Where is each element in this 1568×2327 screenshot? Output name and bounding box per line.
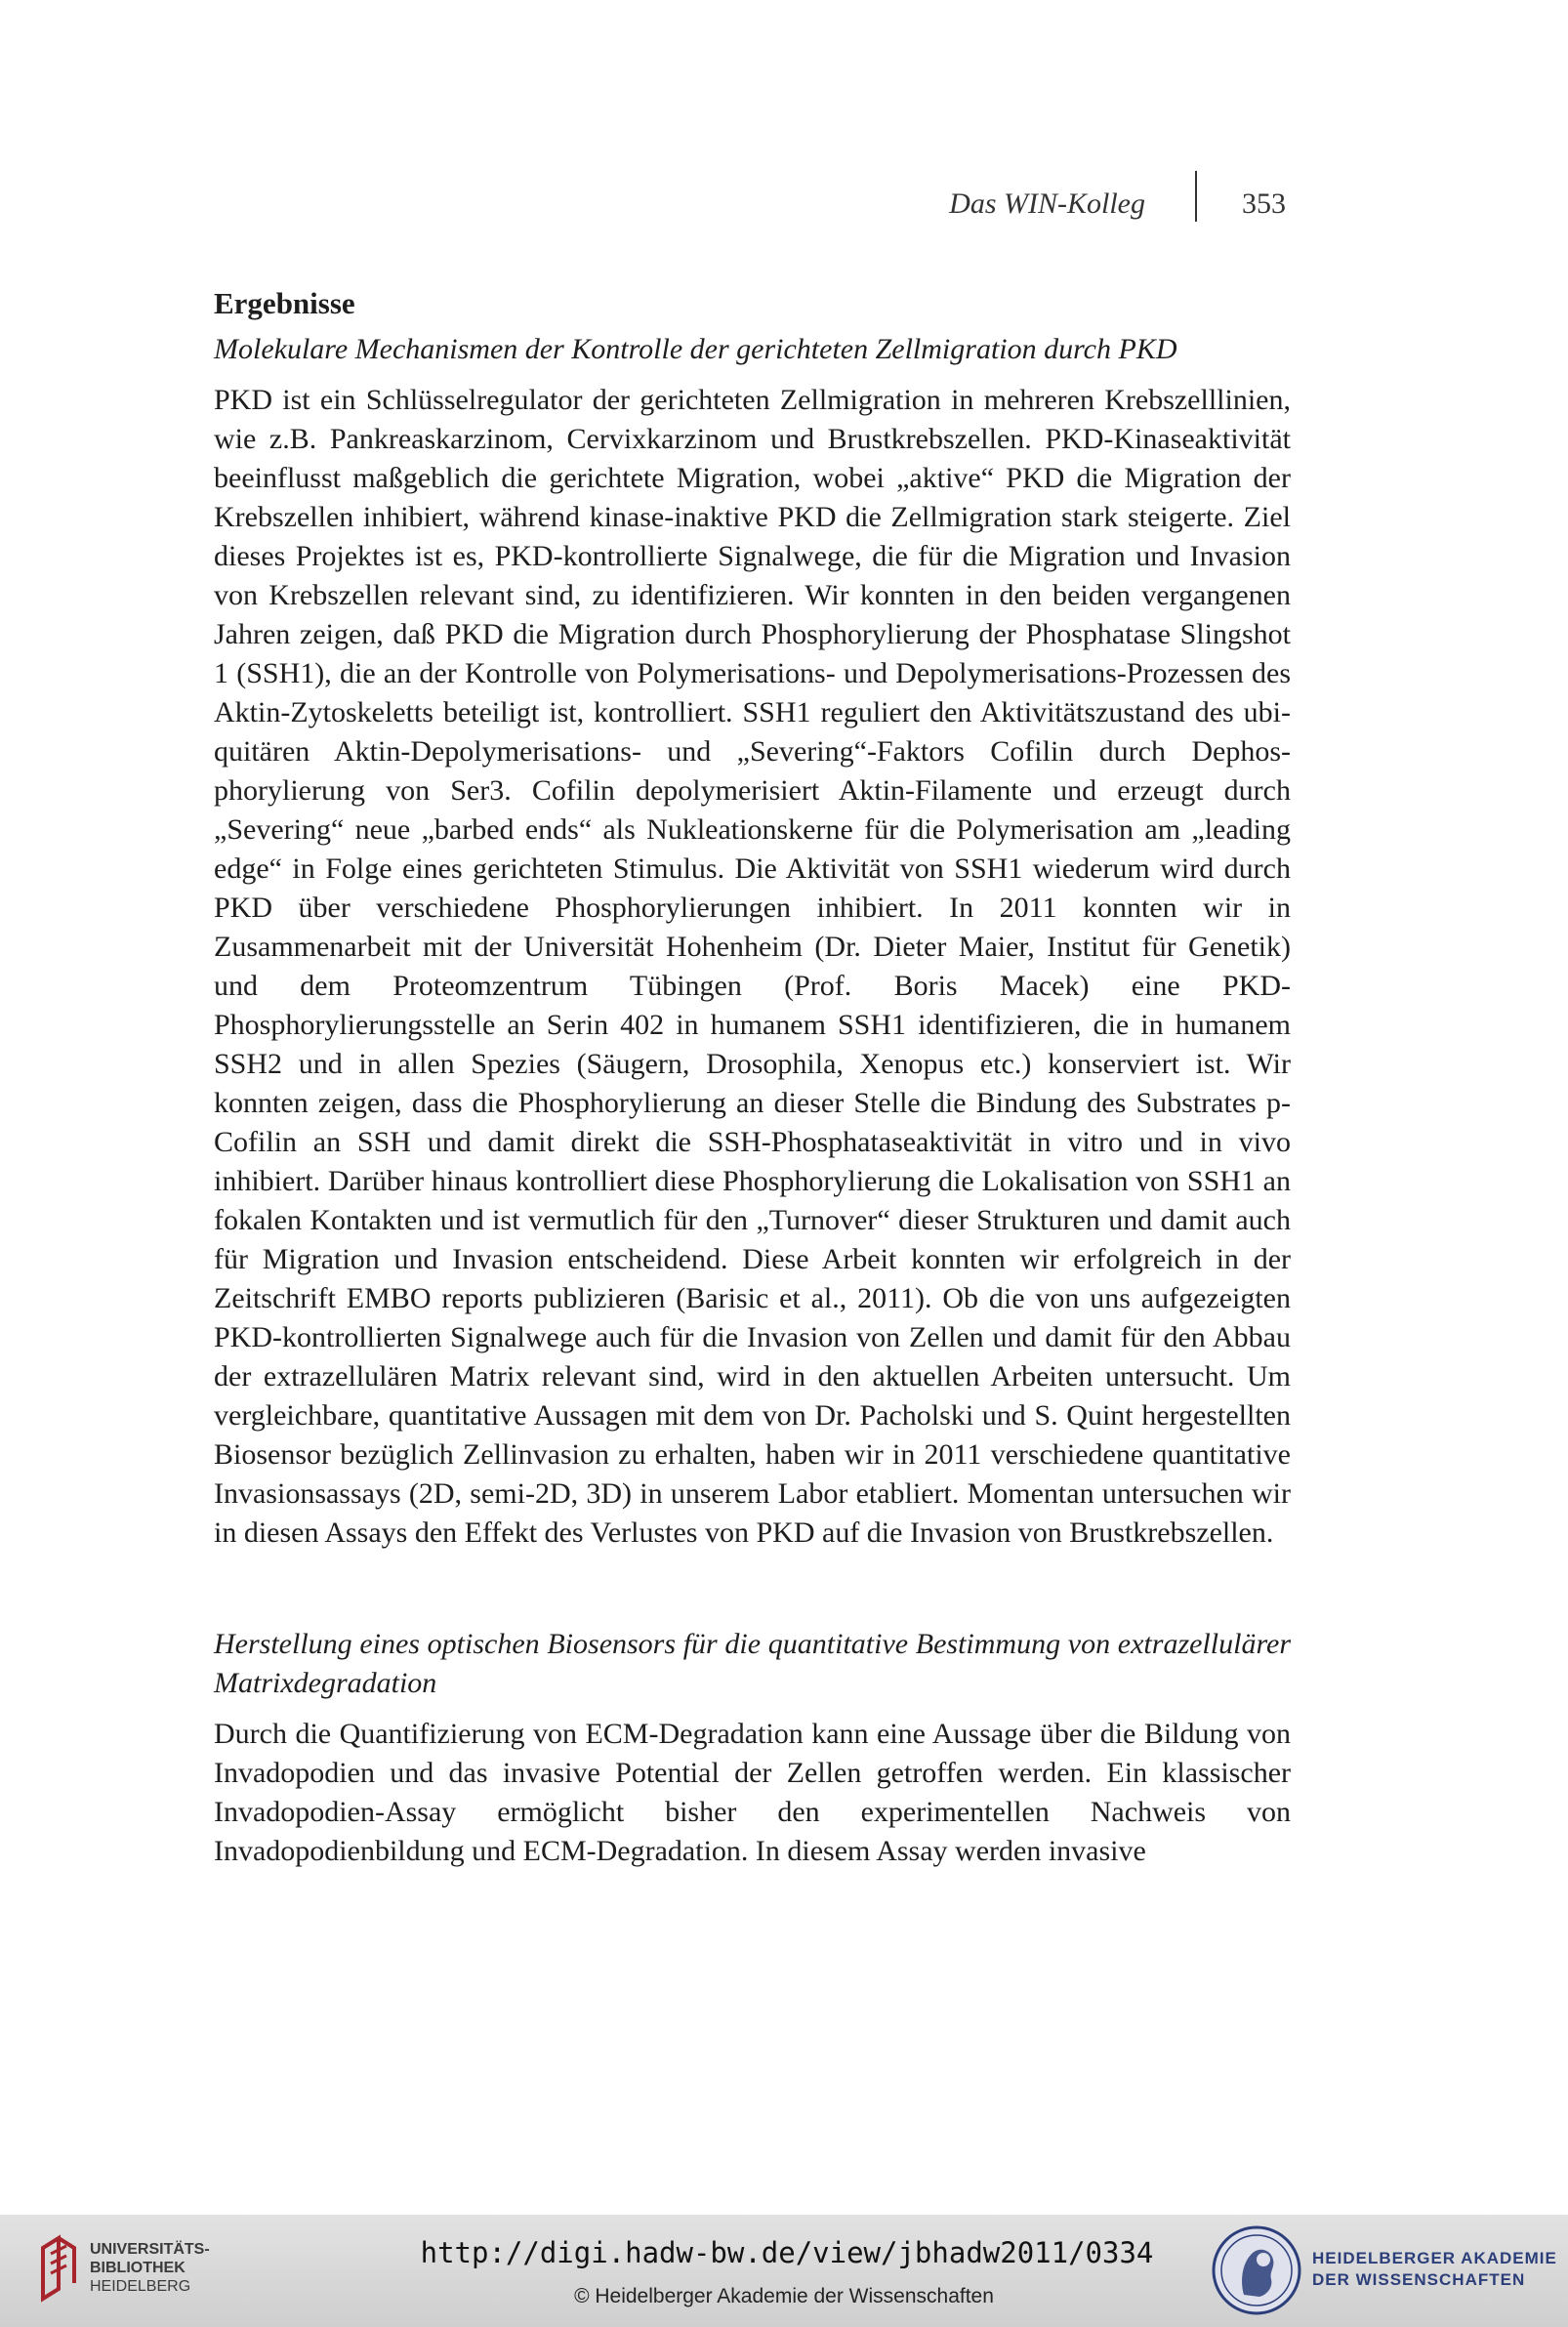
library-name-line-1: UNIVERSITÄTS- [90,2241,210,2258]
academy-seal-icon [1211,2224,1302,2316]
copyright-notice: © Heidelberger Akademie der Wissenschaften [574,2285,994,2307]
academy-name [1312,2248,1557,2291]
section-gap [214,1553,1291,1621]
permalink-text[interactable]: http://digi.hadw-bw.de/view/jbhadw2011/0334 [420,2236,1154,2269]
section-heading: Ergebnisse [214,286,355,320]
footer-bar [0,2215,1568,2327]
subheading-pkd-mechanisms: Molekulare Mechanismen der Kontrolle der gerichteten Zellmigration durch PKD [214,333,1177,365]
page-number: 353 [1242,187,1286,220]
header-divider [1195,171,1197,222]
text-column [214,281,1291,1871]
academy-name-line-2: DER WISSENSCHAFTEN [1312,2270,1526,2289]
library-name-line-3: HEIDELBERG [90,2278,191,2295]
academy-name-line-1: HEIDELBERGER AKADEMIE [1312,2249,1557,2267]
subheading-biosensor: Herstellung eines optischen Biosensors für die quantitative Bestimmung von extrazellulärer Matrixdegradation [214,1628,1291,1699]
paragraph-pkd-results: PKD ist ein Schlüsselregulator der gerichteten Zellmigration in mehreren Krebszelllinien, wie z.B. Pankreaskarzinom, Cervixkarzinom und Brustkrebszellen. PKD-Kinaseaktivität beeinflusst maßgeblich die gerichtete Migration, wobei „aktive“ PKD die Migration der Krebszellen inhibiert, während kinase-inaktive PKD die Zellmigration stark steigerte. Ziel dieses Projektes ist es, PKD-kontrollierte Signalwege, die für die Migration und Invasion von Krebszellen relevant sind, zu identifizieren. Wir konnten in den beiden vergangenen Jahren zeigen, daß PKD die Migration durch Phosphorylierung der Phosphatase Slingshot 1 (SSH1), die an der Kontrolle von Polymerisations- und Depolymerisations-Prozessen des Aktin-Zytoskeletts beteiligt ist, kontrolliert. SSH1 reguliert den Aktivitätszustand des ubiquitären Aktin-Depolymerisations- und „Severing“-Faktors Cofilin durch Dephosphorylierung von Ser3. Cofilin depolymerisiert Aktin-Filamente und erzeugt durch „Severing“ neue „barbed ends“ als Nukleationskerne für die Polymerisation am „leading edge“ in Folge eines gerichteten Stimulus. Die Aktivität von SSH1 wiederum wird durch PKD über verschiedene Phosphorylierungen inhibiert. In 2011 konnten wir in Zusammenarbeit mit der Universität Hohenheim (Dr. Dieter Maier, Institut für Genetik) und dem Proteomzentrum Tübingen (Prof. Boris Macek) eine PKD-Phosphorylierungsstelle an Serin 402 in humanem SSH1 identifizieren, die in humanem SSH2 und in allen Spezies (Säugern, Drosophila, Xenopus etc.) konserviert ist. Wir konnten zeigen, dass die Phosphorylierung an dieser Stelle die Bindung des Substrates p-Cofilin an SSH und damit direkt die SSH-Phosphataseaktivität in vitro und in vivo inhibiert. Darüber hinaus kontrolliert diese Phosphorylierung die Lokalisation von SSH1 an fokalen Kontakten und ist vermutlich für den „Turnover“ dieser Strukturen und damit auch für Migration und Invasion entscheidend. Diese Arbeit konnten wir erfolgreich in der Zeitschrift EMBO reports publizieren (Barisic et al., 2011). Ob die von uns aufgezeigten PKD-kontrollierten Signalwege auch für die Invasion von Zellen und damit für den Abbau der extrazellulären Matrix relevant sind, wird in den aktuellen Arbeiten untersucht. Um vergleichbare, quantitative Aussagen mit dem von Dr. Pacholski und S. Quint hergestellten Biosensor bezüglich Zellinvasion zu erhalten, haben wir in 2011 verschiedene quantitative Invasionsassays (2D, semi-2D, 3D) in unserem Labor etabliert. Momentan untersuchen wir in diesen Assays den Effekt des Verlustes von PKD auf die Invasion von Brustkrebszellen. [214,384,1291,1549]
running-title: Das WIN-Kolleg [949,187,1145,220]
paragraph-ecm-degradation: Durch die Quantifizierung von ECM-Degradation kann eine Aussage über die Bildung von Invadopodien und das invasive Potential der Zellen getroffen werden. Ein klassischer Invadopodien-Assay ermöglicht bisher den experimentellen Nachweis von Invadopodienbildung und ECM-Degradation. In diesem Assay werden invasive [214,1718,1291,1867]
library-name-line-2: BIBLIOTHEK [90,2260,186,2276]
